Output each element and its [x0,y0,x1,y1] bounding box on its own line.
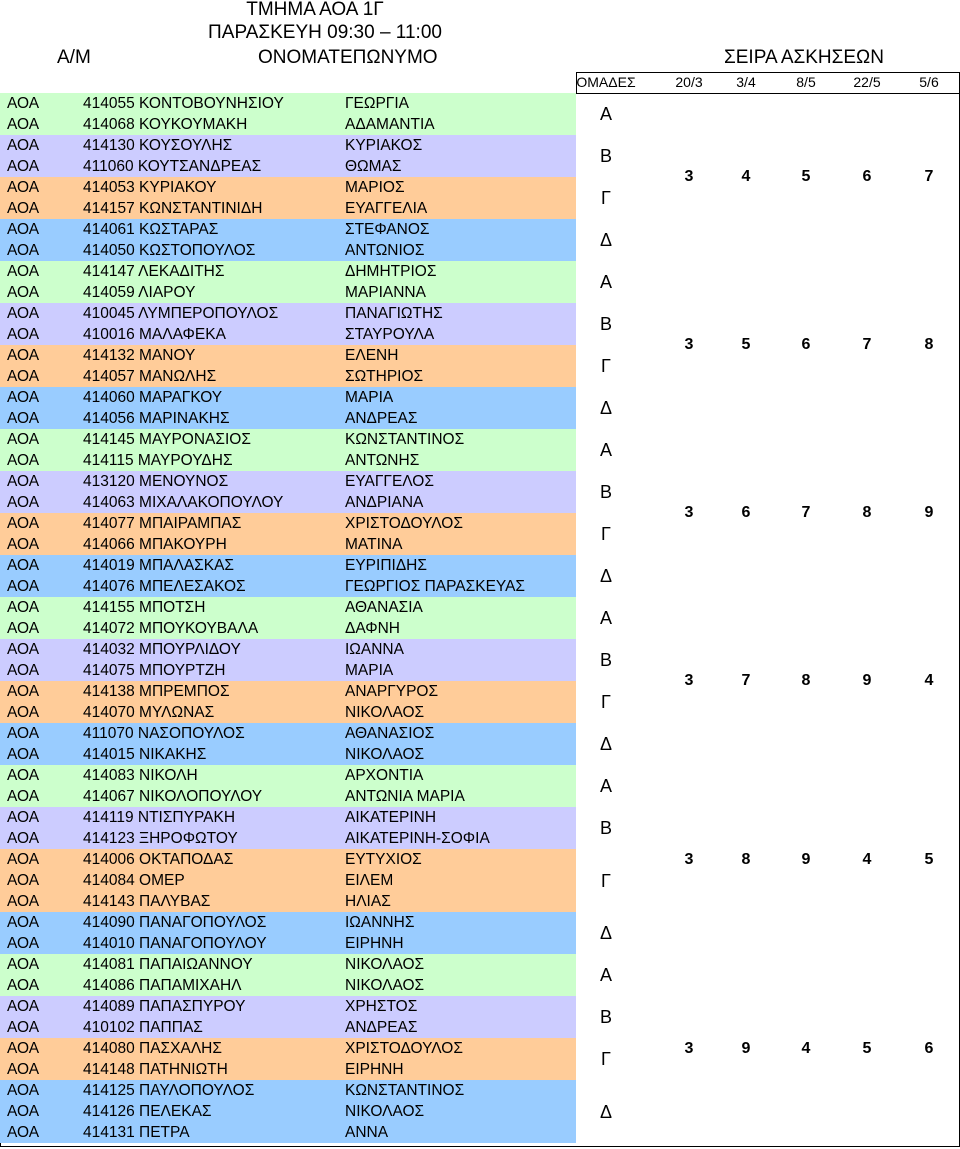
table-row [0,786,576,807]
dept-cell: ΑΟΑ [7,494,40,511]
dept-cell: ΑΟΑ [7,410,40,427]
dept-cell: ΑΟΑ [7,95,40,112]
firstname-cell: ΕΛΕΝΗ [345,347,399,364]
dept-cell: ΑΟΑ [7,263,40,280]
group-letter: Γ [601,188,611,208]
table-row [0,135,576,156]
header-grid [576,72,960,94]
group-letter: Δ [599,1101,613,1122]
firstname-cell: ΔΗΜΗΤΡΙΟΣ [345,263,437,280]
student-cell: 414032 ΜΠΟΥΡΛΙΔΟΥ [83,641,241,658]
table-row [0,198,576,219]
student-cell: 414060 ΜΑΡΑΓΚΟΥ [83,389,223,406]
firstname-cell: ΘΩΜΑΣ [345,158,402,175]
sequence-value: 5 [924,850,934,868]
table-row [0,555,576,576]
sequence-value: 9 [924,504,934,521]
table-row [0,597,576,618]
sequence-value: 4 [862,850,872,868]
student-cell: 414066 ΜΠΑΚΟΥΡΗ [83,536,227,553]
student-cell: 414119 ΝΤΙΣΠΥΡΑΚΗ [83,809,236,826]
sequence-value: 5 [862,1039,872,1057]
dept-cell: ΑΟΑ [7,557,40,574]
sequence-value: 7 [801,504,811,521]
table-row [0,1101,576,1122]
student-cell: 414059 ΛΙΑΡΟΥ [83,284,196,301]
student-cell: 414143 ΠΑΛΥΒΑΣ [83,893,211,910]
firstname-cell: ΣΩΤΗΡΙΟΣ [345,368,424,385]
dept-cell: ΑΟΑ [7,893,40,910]
exercise-sequence [0,333,960,357]
student-cell: 414072 ΜΠΟΥΚΟΥΒΑΛΑ [83,620,259,637]
sequence-value: 8 [801,672,811,689]
dept-cell: ΑΟΑ [7,1124,40,1141]
student-cell: 414084 ΟΜΕΡ [83,872,185,889]
dept-cell: ΑΟΑ [7,809,40,826]
exercise-sequence [0,1037,960,1061]
firstname-cell: ΗΛΙΑΣ [345,893,391,910]
student-cell: 414155 ΜΠΟΤΣΗ [83,599,206,616]
date-header-4: 22/5 [853,74,881,90]
series-header: ΣΕΙΡΑ ΑΣΚΗΣΕΩΝ [724,47,884,68]
student-cell: 411070 ΝΑΣΟΠΟΥΛΟΣ [83,725,245,742]
student-cell: 414089 ΠΑΠΑΣΠΥΡΟΥ [83,998,246,1015]
sequence-value: 3 [684,336,694,353]
student-cell: 414080 ΠΑΣΧΑΛΗΣ [83,1040,222,1057]
dept-cell: ΑΟΑ [7,1019,40,1036]
table-row [0,534,576,555]
exercise-sequence [0,501,960,525]
firstname-cell: ΙΩΑΝΝΗΣ [345,914,415,931]
student-cell: 414126 ΠΕΛΕΚΑΣ [83,1103,212,1120]
dept-cell: ΑΟΑ [7,536,40,553]
table-row [0,828,576,849]
firstname-cell: ΕΥΡΙΠΙΔΗΣ [345,557,427,574]
firstname-cell: ΑΝΔΡΕΑΣ [345,410,418,427]
table-row [0,450,576,471]
table-row [0,744,576,765]
student-cell: 414130 ΚΟΥΣΟΥΛΗΣ [83,137,233,154]
firstname-cell: ΜΑΡΙΟΣ [345,179,405,196]
firstname-cell: ΧΡΗΣΤΟΣ [345,998,418,1015]
groups-header: ΟΜΑΔΕΣ [576,74,636,90]
exercise-sequence [0,669,960,693]
sequence-value: 3 [684,168,694,185]
student-cell: 410102 ΠΑΠΠΑΣ [83,1019,203,1036]
firstname-cell: ΠΑΝΑΓΙΩΤΗΣ [345,305,443,322]
student-cell: 414063 ΜΙΧΑΛΑΚΟΠΟΥΛΟΥ [83,494,284,511]
am-header: Α/Μ [57,47,91,68]
student-cell: 414115 ΜΑΥΡΟΥΔΗΣ [83,452,233,469]
group-letter: Γ [601,524,611,544]
dept-cell: ΑΟΑ [7,767,40,784]
student-cell: 414083 ΝΙΚΟΛΗ [83,767,198,784]
firstname-cell: ΑΝΔΡΕΑΣ [345,1019,418,1036]
group-letter: Β [599,314,612,334]
table-row [0,576,576,597]
table-row [0,765,576,786]
firstname-cell: ΑΔΑΜΑΝΤΙΑ [345,116,435,133]
student-cell: 414015 ΝΙΚΑΚΗΣ [83,746,207,763]
firstname-cell: ΕΙΡΗΝΗ [345,935,404,952]
dept-cell: ΑΟΑ [7,326,40,343]
table-row [0,408,576,429]
dept-cell: ΑΟΑ [7,956,40,973]
dept-cell: ΑΟΑ [7,158,40,175]
dept-cell: ΑΟΑ [7,746,40,763]
page-title: ΤΜΗΜΑ ΑΟΑ 1Γ [246,0,384,20]
student-cell: 414055 ΚΟΝΤΟΒΟΥΝΗΣΙΟΥ [83,95,284,112]
firstname-cell: ΕΥΑΓΓΕΛΟΣ [345,473,434,490]
firstname-cell: ΝΙΚΟΛΑΟΣ [345,977,425,994]
firstname-cell: ΑΝΤΩΝΙΟΣ [345,242,425,259]
group-letter: Δ [599,230,613,250]
table-row [0,366,576,387]
sequence-value: 3 [684,1039,694,1057]
dept-cell: ΑΟΑ [7,452,40,469]
group-letter: Δ [599,398,613,418]
group-letter: Γ [601,692,611,712]
group-letter: Β [599,1007,612,1027]
group-letter: Δ [599,566,613,586]
sequence-value: 7 [924,168,934,185]
dept-cell: ΑΟΑ [7,641,40,658]
dept-cell: ΑΟΑ [7,599,40,616]
student-cell: 414076 ΜΠΕΛΕΣΑΚΟΣ [83,578,246,595]
firstname-cell: ΜΑΡΙΑ [345,389,394,406]
firstname-cell: ΣΤΕΦΑΝΟΣ [345,221,430,238]
student-cell: 414067 ΝΙΚΟΛΟΠΟΥΛΟΥ [83,788,263,805]
firstname-cell: ΔΑΦΝΗ [345,620,400,637]
firstname-cell: ΑΙΚΑΤΕΡΙΝΗ-ΣΟΦΙΑ [345,830,490,847]
student-cell: 414132 ΜΑΝΟΥ [83,347,196,364]
sequence-value: 9 [741,1039,751,1057]
dept-cell: ΑΟΑ [7,914,40,931]
dept-cell: ΑΟΑ [7,242,40,259]
firstname-cell: ΣΤΑΥΡΟΥΛΑ [345,326,435,343]
student-cell: 414061 ΚΩΣΤΑΡΑΣ [83,221,219,238]
dept-cell: ΑΟΑ [7,872,40,889]
dept-cell: ΑΟΑ [7,305,40,322]
table-row [0,387,576,408]
dept-cell: ΑΟΑ [7,1061,40,1078]
dept-cell: ΑΟΑ [7,620,40,637]
student-cell: 414070 ΜΥΛΩΝΑΣ [83,704,215,721]
table-row [0,114,576,135]
table-row [0,891,576,912]
student-cell: 414057 ΜΑΝΩΛΗΣ [83,368,217,385]
student-cell: 414090 ΠΑΝΑΓΟΠΟΥΛΟΣ [83,914,267,931]
table-row [0,1122,576,1143]
dept-cell: ΑΟΑ [7,977,40,994]
table-row [0,639,576,660]
firstname-cell: ΕΥΑΓΓΕΛΙΑ [345,200,428,217]
dept-cell: ΑΟΑ [7,578,40,595]
firstname-cell: ΕΙΡΗΝΗ [345,1061,404,1078]
table-row [0,933,576,954]
table-row [0,702,576,723]
table-row [0,1059,576,1080]
sequence-value: 4 [924,672,934,689]
firstname-cell: ΑΡΧΟΝΤΙΑ [345,767,424,784]
dept-cell: ΑΟΑ [7,662,40,679]
dept-cell: ΑΟΑ [7,1082,40,1099]
table-row [0,807,576,828]
date-header-2: 3/4 [736,74,756,90]
student-cell: 414123 ΞΗΡΟΦΩΤΟΥ [83,830,238,847]
dept-cell: ΑΟΑ [7,851,40,868]
table-row [0,429,576,450]
dept-cell: ΑΟΑ [7,431,40,448]
dept-cell: ΑΟΑ [7,725,40,742]
sequence-value: 6 [924,1039,934,1057]
firstname-cell: ΝΙΚΟΛΑΟΣ [345,704,425,721]
firstname-cell: ΑΘΑΝΑΣΙΑ [345,599,423,616]
firstname-cell: ΧΡΙΣΤΟΔΟΥΛΟΣ [345,515,463,532]
sequence-value: 4 [801,1039,811,1057]
firstname-cell: ΑΘΑΝΑΣΙΟΣ [345,725,435,742]
student-cell: 410016 ΜΑΛΑΦΕΚΑ [83,326,226,343]
table-row [0,1080,576,1101]
group-letter: Β [599,650,612,670]
dept-cell: ΑΟΑ [7,200,40,217]
sequence-value: 9 [862,672,872,689]
exercise-sequence [0,165,960,189]
group-letter: Β [599,146,612,166]
firstname-cell: ΜΑΡΙΑ [345,662,394,679]
sequence-value: 6 [862,168,872,185]
dept-cell: ΑΟΑ [7,998,40,1015]
firstname-cell: ΕΥΤΥΧΙΟΣ [345,851,422,868]
dept-cell: ΑΟΑ [7,683,40,700]
sequence-value: 5 [801,168,811,185]
dept-cell: ΑΟΑ [7,473,40,490]
sequence-value: 3 [684,850,694,868]
sequence-value: 8 [862,504,872,521]
sequence-value: 8 [741,850,751,868]
student-cell: 414138 ΜΠΡΕΜΠΟΣ [83,683,230,700]
group-letter: Α [599,272,612,292]
sequence-value: 3 [684,672,694,689]
student-cell: 414056 ΜΑΡΙΝΑΚΗΣ [83,410,230,427]
dept-cell: ΑΟΑ [7,137,40,154]
dept-cell: ΑΟΑ [7,935,40,952]
firstname-cell: ΚΩΝΣΤΑΝΤΙΝΟΣ [345,1082,465,1099]
table-row [0,975,576,996]
dept-cell: ΑΟΑ [7,788,40,805]
table-row [0,219,576,240]
group-letter: Β [599,482,612,502]
student-cell: 414010 ΠΑΝΑΓΟΠΟΥΛΟΥ [83,935,267,952]
sequence-value: 6 [801,336,811,353]
firstname-cell: ΜΑΤΙΝΑ [345,536,403,553]
firstname-cell: ΝΙΚΟΛΑΟΣ [345,1103,425,1120]
dept-cell: ΑΟΑ [7,116,40,133]
group-letter: Β [599,818,612,838]
student-cell: 414125 ΠΑΥΛΟΠΟΥΛΟΣ [83,1082,255,1099]
group-letter: Δ [599,923,613,943]
table-row [0,93,576,114]
dept-cell: ΑΟΑ [7,284,40,301]
student-cell: 414053 ΚΥΡΙΑΚΟΥ [83,179,217,196]
firstname-cell: ΑΝΤΩΝΗΣ [345,452,420,469]
dept-cell: ΑΟΑ [7,221,40,238]
table-row [0,723,576,744]
group-letter: Γ [601,1049,611,1069]
dept-cell: ΑΟΑ [7,368,40,385]
student-cell: 414131 ΠΕΤΡΑ [83,1124,190,1141]
table-row [0,1017,576,1038]
name-header: ΟΝΟΜΑΤΕΠΩΝΥΜΟ [258,47,438,68]
firstname-cell: ΚΥΡΙΑΚΟΣ [345,137,423,154]
table-row [0,912,576,933]
student-cell: 414075 ΜΠΟΥΡΤΖΗ [83,662,226,679]
dept-cell: ΑΟΑ [7,1103,40,1120]
student-cell: 414157 ΚΩΝΣΤΑΝΤΙΝΙΔΗ [83,200,263,217]
date-header-1: 20/3 [675,74,703,90]
sequence-value: 9 [801,850,811,868]
firstname-cell: ΝΙΚΟΛΑΟΣ [345,746,425,763]
dept-cell: ΑΟΑ [7,347,40,364]
student-cell: 414019 ΜΠΑΛΑΣΚΑΣ [83,557,235,574]
firstname-cell: ΜΑΡΙΑΝΝΑ [345,284,426,301]
firstname-cell: ΑΝΑΡΓΥΡΟΣ [345,683,439,700]
sequence-value: 6 [741,504,751,521]
table-row [0,471,576,492]
table-row [0,870,576,891]
dept-cell: ΑΟΑ [7,1040,40,1057]
dept-cell: ΑΟΑ [7,830,40,847]
exercise-sequence [0,848,960,872]
dept-cell: ΑΟΑ [7,515,40,532]
table-row [0,261,576,282]
firstname-cell: ΓΕΩΡΓΙΟΣ ΠΑΡΑΣΚΕΥΑΣ [345,578,526,595]
schedule-label: ΠΑΡΑΣΚΕΥΗ 09:30 – 11:00 [208,22,442,43]
firstname-cell: ΓΕΩΡΓΙΑ [345,95,409,112]
table-row [0,996,576,1017]
table-row [0,282,576,303]
group-letter: Δ [599,734,613,754]
firstname-cell: ΙΩΑΝΝΑ [345,641,404,658]
date-header-5: 5/6 [919,74,939,90]
group-letter: Α [599,104,612,124]
firstname-cell: ΧΡΙΣΤΟΔΟΥΛΟΣ [345,1040,463,1057]
firstname-cell: ΑΙΚΑΤΕΡΙΝΗ [345,809,437,826]
student-cell: 414050 ΚΩΣΤΟΠΟΥΛΟΣ [83,242,256,259]
dept-cell: ΑΟΑ [7,389,40,406]
date-header-3: 8/5 [796,74,816,90]
group-letter: Γ [601,870,611,891]
sequence-value: 8 [924,336,934,353]
student-cell: 414077 ΜΠΑΙΡΑΜΠΑΣ [83,515,242,532]
sequence-value: 4 [741,168,751,185]
table-row [0,303,576,324]
student-cell: 414006 ΟΚΤΑΠΟΔΑΣ [83,851,234,868]
firstname-cell: ΚΩΝΣΤΑΝΤΙΝΟΣ [345,431,465,448]
table-row [0,240,576,261]
student-cell: 414148 ΠΑΤΗΝΙΩΤΗ [83,1061,228,1078]
table-row [0,954,576,975]
table-row [0,618,576,639]
dept-cell: ΑΟΑ [7,704,40,721]
student-cell: 414086 ΠΑΠΑΜΙΧΑΗΛ [83,977,242,994]
group-letter: Γ [601,356,611,376]
student-cell: 414068 ΚΟΥΚΟΥΜΑΚΗ [83,116,248,133]
student-cell: 414145 ΜΑΥΡΟΝΑΣΙΟΣ [83,431,251,448]
student-cell: 414147 ΛΕΚΑΔΙΤΗΣ [83,263,225,280]
sequence-value: 5 [741,336,751,353]
firstname-cell: ΝΙΚΟΛΑΟΣ [345,956,425,973]
group-letter: Α [599,776,612,796]
student-cell: 413120 ΜΕΝΟΥΝΟΣ [83,473,229,490]
student-cell: 410045 ΛΥΜΠΕΡΟΠΟΥΛΟΣ [83,305,279,322]
group-letter: Α [599,608,612,628]
sequence-value: 7 [741,672,751,689]
dept-cell: ΑΟΑ [7,179,40,196]
firstname-cell: ΑΝΤΩΝΙΑ ΜΑΡΙΑ [345,788,465,805]
sequence-value: 7 [862,336,872,353]
firstname-cell: ΑΝΝΑ [345,1124,389,1141]
group-letter: Α [599,965,612,985]
firstname-cell: ΕΙΛΕΜ [345,872,394,889]
student-cell: 411060 ΚΟΥΤΣΑΝΔΡΕΑΣ [83,158,262,175]
firstname-cell: ΑΝΔΡΙΑΝΑ [345,494,424,511]
student-cell: 414081 ΠΑΠΑΙΩΑΝΝΟΥ [83,956,253,973]
group-letter: Α [599,440,612,460]
sequence-value: 3 [684,504,694,521]
